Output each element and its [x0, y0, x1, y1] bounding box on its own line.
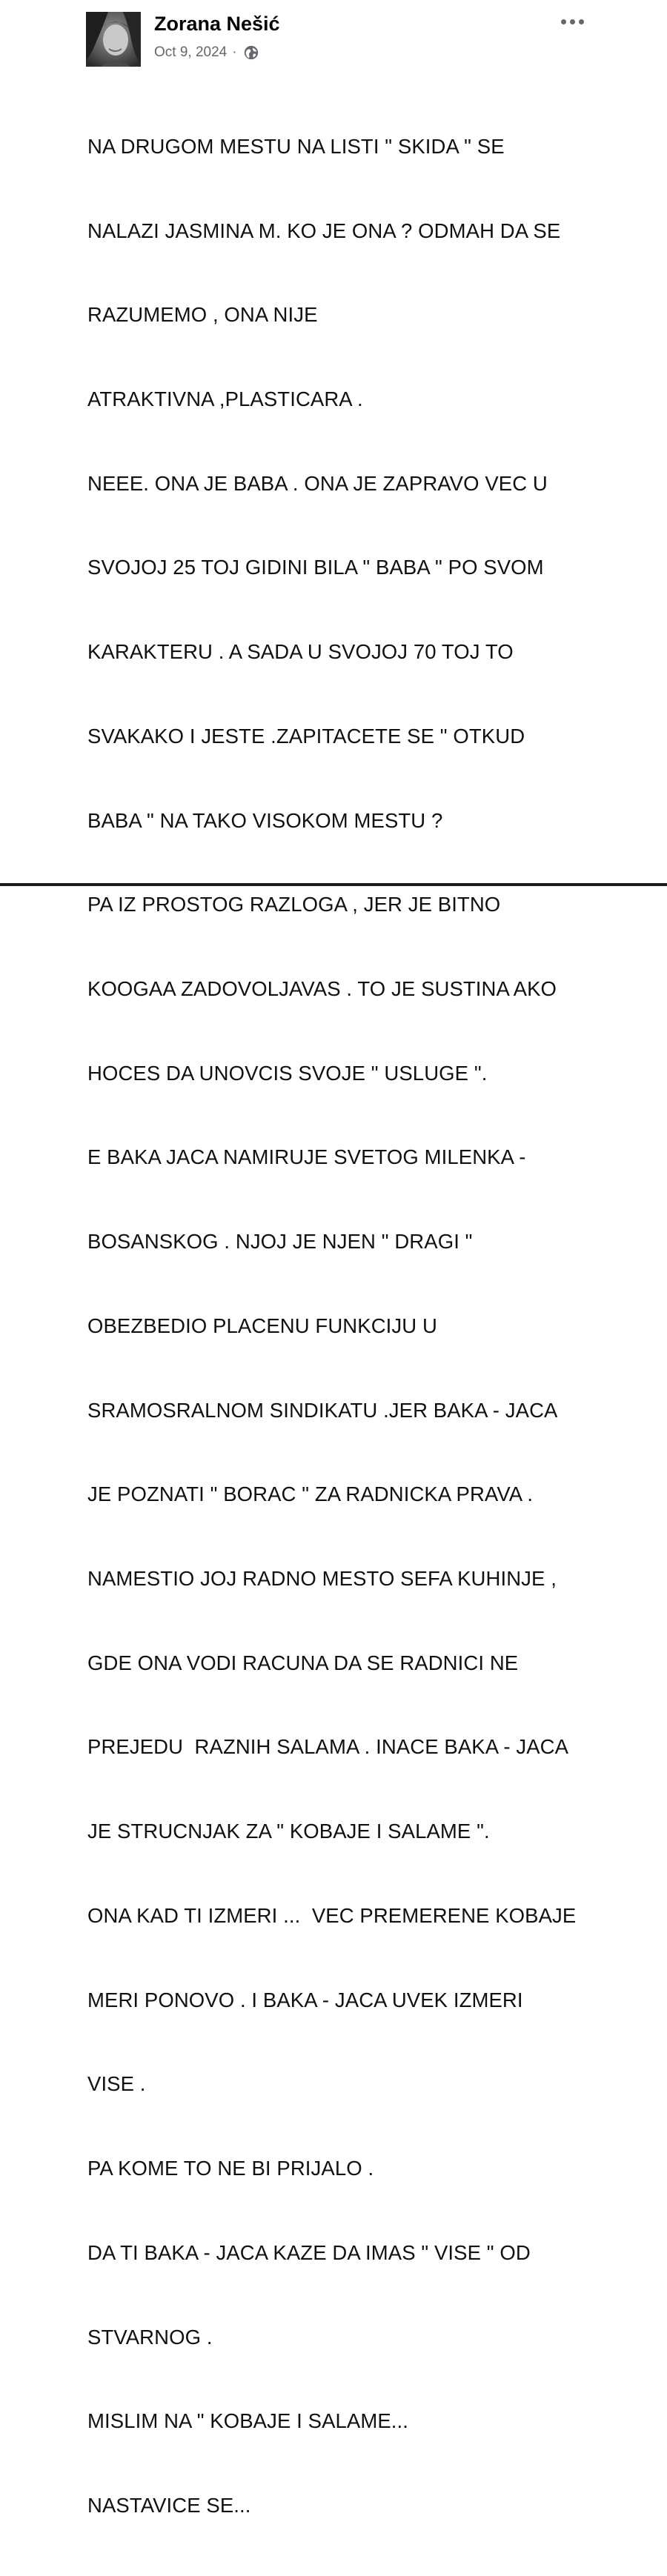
more-horizontal-icon [570, 19, 575, 24]
post-line: OBEZBEDIO PLACENU FUNKCIJU U [87, 1314, 437, 1337]
post-line: BABA " NA TAKO VISOKOM MESTU ? [87, 808, 443, 832]
post-line: ONA KAD TI IZMERI ... VEC PREMERENE KOBAJE [87, 1903, 577, 1927]
post-line: VISE . [87, 2072, 146, 2096]
post-date[interactable]: Oct 9, 2024 [154, 44, 228, 60]
author-name[interactable]: Zorana Nešić [154, 13, 280, 35]
post-line: KARAKTERU . A SADA U SVOJOJ 70 TOJ TO [87, 640, 514, 664]
post-line: MISLIM NA " KOBAJE I SALAME... [87, 2409, 409, 2433]
post-line: DA TI BAKA - JACA KAZE DA IMAS " VISE " OD [87, 2240, 531, 2264]
meta-separator: · [232, 44, 237, 60]
post-line: KOOGAA ZADOVOLJAVAS . TO JE SUSTINA AKO [87, 977, 557, 1000]
post-line: NALAZI JASMINA M. KO JE ONA ? ODMAH DA SE [87, 219, 561, 242]
post-header [0, 0, 667, 74]
post-line: SRAMOSRALNOM SINDIKATU .JER BAKA - JACA [87, 1398, 558, 1422]
post-line: NA DRUGOM MESTU NA LISTI " SKIDA " SE [87, 134, 505, 158]
post-line: PA KOME TO NE BI PRIJALO . [87, 2157, 374, 2180]
post-body [87, 76, 621, 2576]
author-avatar[interactable] [86, 12, 141, 67]
post-line: BOSANSKOG . NJOJ JE NJEN " DRAGI " [87, 1230, 473, 1254]
globe-icon[interactable] [243, 44, 259, 61]
post-line: SVOJOJ 25 TOJ GIDINI BILA " BABA " PO SVOM [87, 556, 544, 579]
more-options-button[interactable] [556, 10, 588, 33]
more-horizontal-icon [561, 19, 566, 24]
post-line: GDE ONA VODI RACUNA DA SE RADNICI NE [87, 1651, 519, 1674]
post-line: MERI PONOVO . I BAKA - JACA UVEK IZMERI [87, 1988, 523, 2011]
post-line: NASTAVICE SE... [87, 2493, 251, 2517]
post-line: HOCES DA UNOVCIS SVOJE " USLUGE ". [87, 1061, 488, 1085]
bottom-divider [0, 883, 667, 886]
more-horizontal-icon [579, 19, 584, 24]
post-line: RAZUMEMO , ONA NIJE [87, 303, 318, 327]
post-line: JE POZNATI " BORAC " ZA RADNICKA PRAVA . [87, 1482, 534, 1506]
post-meta [154, 43, 259, 62]
post-line: SVAKAKO I JESTE .ZAPITACETE SE " OTKUD [87, 724, 525, 748]
post-line: STVARNOG . [87, 2325, 213, 2349]
post-line: NEEE. ONA JE BABA . ONA JE ZAPRAVO VEC U [87, 471, 548, 495]
post-line: E BAKA JACA NAMIRUJE SVETOG MILENKA - [87, 1145, 526, 1169]
post-line: ATRAKTIVNA ,PLASTICARA . [87, 387, 363, 410]
post-line: PA IZ PROSTOG RAZLOGA , JER JE BITNO [87, 893, 501, 916]
post-line: NAMESTIO JOJ RADNO MESTO SEFA KUHINJE , [87, 1567, 557, 1591]
profile-photo [86, 12, 141, 67]
post-line: JE STRUCNJAK ZA " KOBAJE I SALAME ". [87, 1820, 490, 1843]
post-line: PREJEDU RAZNIH SALAMA . INACE BAKA - JACA [87, 1735, 569, 1759]
